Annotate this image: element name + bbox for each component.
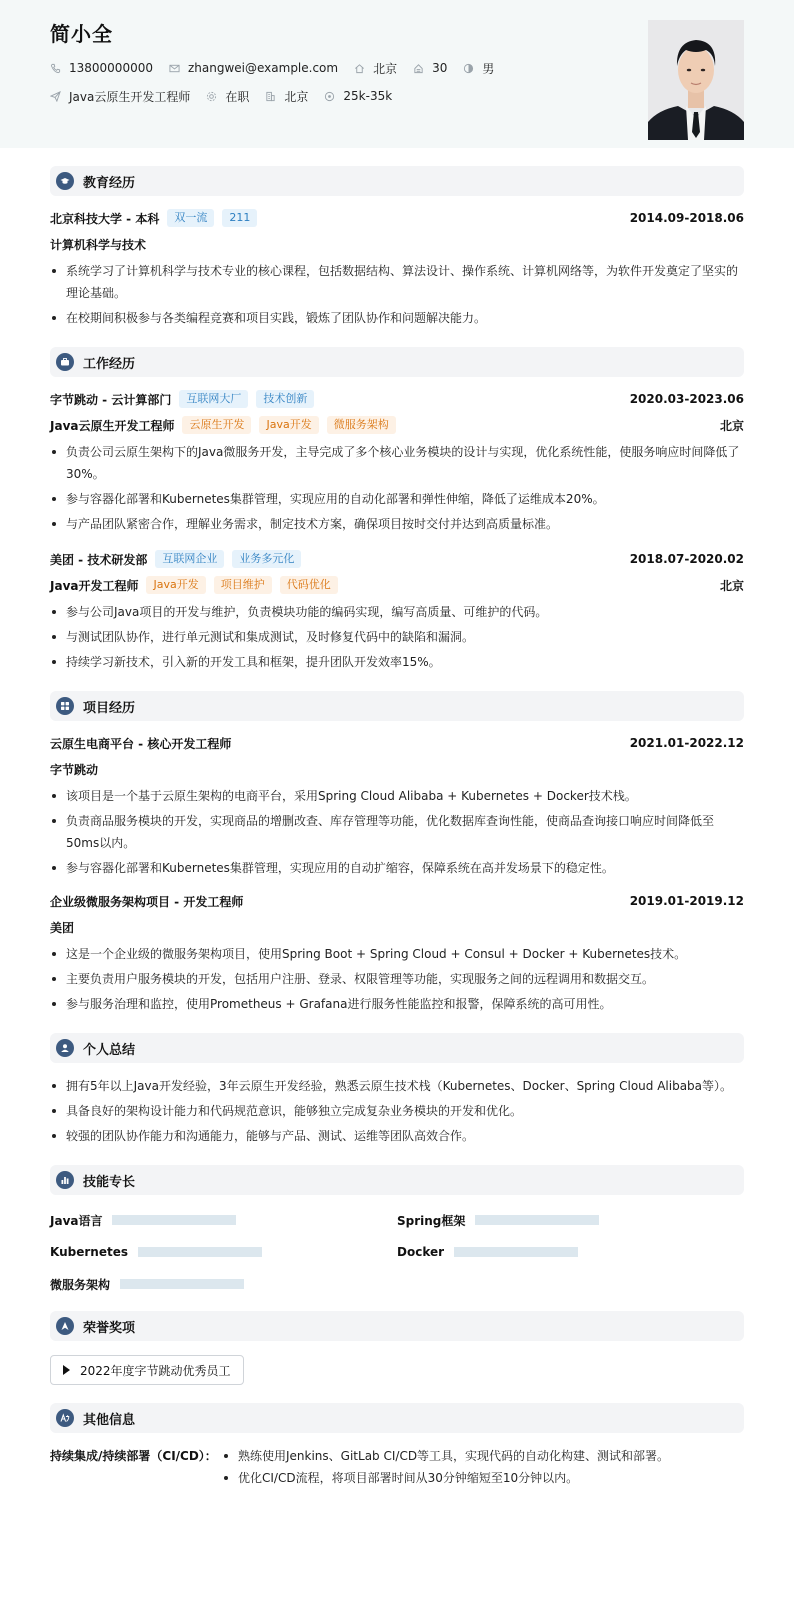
project-date: 2021.01-2022.12 — [629, 736, 744, 750]
section-title: 技能专长 — [83, 1174, 136, 1190]
bar-chart-icon — [56, 1171, 74, 1189]
work-section — [50, 347, 744, 673]
school-tag: 211 — [222, 209, 257, 227]
role-tag: Java开发 — [146, 576, 205, 594]
email-text: zhangwei@example.com — [187, 61, 339, 75]
work-entry-row — [50, 549, 744, 569]
summary-section — [50, 1033, 744, 1147]
status-info — [206, 88, 249, 105]
company-tag: 互联网企业 — [155, 550, 224, 568]
project-bullets — [50, 785, 744, 879]
gender-info — [463, 60, 494, 77]
project-name: 云原生电商平台 - 核心开发工程师 — [50, 736, 232, 751]
phone-text: 13800000000 — [69, 61, 153, 75]
compass-icon — [56, 1317, 74, 1335]
work-bullets — [50, 601, 744, 673]
skill-bar — [120, 1279, 244, 1289]
building-icon — [265, 91, 276, 102]
phone-info — [50, 61, 153, 75]
major-row — [50, 234, 744, 254]
role-row — [50, 415, 744, 435]
role-tag: 项目维护 — [214, 576, 272, 594]
work-bullets — [50, 441, 744, 535]
project-date: 2019.01-2019.12 — [629, 894, 744, 908]
awards-section — [50, 1311, 744, 1385]
job-title-text: Java云原生开发工程师 — [69, 89, 191, 104]
job-row — [50, 88, 744, 104]
project-bullets — [50, 943, 744, 1015]
salary-info — [324, 89, 392, 103]
contact-row — [50, 60, 744, 76]
skill-bar — [454, 1247, 578, 1257]
project-company-row — [50, 917, 744, 937]
other-bullets — [222, 1445, 669, 1489]
phone-icon — [50, 63, 61, 74]
list-item: 较强的团队协作能力和沟通能力，能够与产品、测试、运维等团队高效合作。 — [50, 1125, 744, 1147]
list-item: 系统学习了计算机科学与技术专业的核心课程，包括数据结构、算法设计、操作系统、计算机网络等，为软件开发奠定了坚实的理论基础。 — [50, 260, 744, 304]
other-entry — [50, 1445, 744, 1489]
salary-text: 25k-35k — [343, 89, 393, 103]
skills-section — [50, 1165, 744, 1293]
role-name: Java云原生开发工程师 — [50, 418, 175, 433]
project-entry-row — [50, 733, 744, 753]
city-text: 北京 — [284, 89, 309, 104]
role-tag: Java开发 — [259, 416, 318, 434]
profile-photo — [648, 20, 744, 140]
projects-section — [50, 691, 744, 1015]
list-item: 该项目是一个基于云原生架构的电商平台，采用Spring Cloud Alibaba + Kubernetes + Docker技术栈。 — [50, 785, 744, 807]
skill-item — [50, 1243, 397, 1261]
section-title: 其他信息 — [83, 1412, 136, 1428]
list-item: 在校期间积极参与各类编程竞赛和项目实践，锻炼了团队协作和问题解决能力。 — [50, 307, 744, 329]
list-item: 拥有5年以上Java开发经验，3年云原生开发经验，熟悉云原生技术栈（Kubernetes、Docker、Spring Cloud Alibaba等）。 — [50, 1075, 744, 1097]
skill-item — [397, 1243, 744, 1261]
play-icon — [63, 1365, 70, 1375]
skill-item — [50, 1211, 397, 1229]
project-company: 美团 — [50, 920, 75, 935]
age-text: 30 — [432, 61, 448, 75]
education-header — [50, 166, 744, 196]
status-text: 在职 — [225, 89, 250, 104]
gear-icon — [206, 91, 217, 102]
skill-item — [397, 1211, 744, 1229]
section-title: 个人总结 — [83, 1042, 136, 1058]
home-icon — [354, 63, 365, 74]
list-item: 优化CI/CD流程，将项目部署时间从30分钟缩短至10分钟以内。 — [222, 1467, 669, 1489]
project-name: 企业级微服务架构项目 - 开发工程师 — [50, 894, 244, 909]
candidate-name: 简小全 — [50, 22, 113, 46]
role-tag: 微服务架构 — [327, 416, 396, 434]
school-name: 北京科技大学 - 本科 — [50, 211, 160, 226]
project-entry-row — [50, 891, 744, 911]
skill-bar — [138, 1247, 262, 1257]
skill-name: Docker — [397, 1245, 445, 1259]
list-item: 主要负责用户服务模块的开发，包括用户注册、登录、权限管理等功能，实现服务之间的远程调用和数据交互。 — [50, 968, 744, 990]
briefcase-icon — [56, 353, 74, 371]
award-text: 2022年度字节跳动优秀员工 — [80, 1363, 231, 1378]
section-title: 教育经历 — [83, 175, 136, 191]
coin-icon — [324, 91, 335, 102]
graduation-cap-icon — [56, 172, 74, 190]
other-header — [50, 1403, 744, 1433]
skill-bar — [475, 1215, 599, 1225]
skills-grid — [50, 1211, 744, 1293]
work-header — [50, 347, 744, 377]
send-icon — [50, 91, 61, 102]
education-section — [50, 166, 744, 329]
list-item: 具备良好的架构设计能力和代码规范意识，能够独立完成复杂业务模块的开发和优化。 — [50, 1100, 744, 1122]
list-item: 负责公司云原生架构下的Java微服务开发，主导完成了多个核心业务模块的设计与实现，优化系统性能，使服务响应时间降低了30%。 — [50, 441, 744, 485]
skill-item — [50, 1275, 397, 1293]
major-name: 计算机科学与技术 — [50, 237, 147, 252]
work-date: 2018.07-2020.02 — [629, 552, 744, 566]
section-title: 荣誉奖项 — [83, 1320, 136, 1336]
other-section — [50, 1403, 744, 1489]
age-info — [413, 61, 447, 75]
company-tag: 业务多元化 — [232, 550, 301, 568]
translate-icon — [56, 1409, 74, 1427]
location-info — [354, 60, 397, 77]
award-item[interactable] — [50, 1355, 244, 1385]
education-bullets — [50, 260, 744, 329]
gender-text: 男 — [482, 61, 495, 76]
section-title: 工作经历 — [83, 356, 136, 372]
location-text: 北京 — [373, 61, 398, 76]
summary-header — [50, 1033, 744, 1063]
role-tag: 代码优化 — [280, 576, 338, 594]
education-entry-row — [50, 208, 744, 228]
list-item: 参与容器化部署和Kubernetes集群管理，实现应用的自动化部署和弹性伸缩，降低了运维成本20%。 — [50, 488, 744, 510]
list-item: 熟练使用Jenkins、GitLab CI/CD等工具，实现代码的自动化构建、测试和部署。 — [222, 1445, 669, 1467]
skills-header — [50, 1165, 744, 1195]
gender-icon — [463, 63, 474, 74]
resume-header — [0, 0, 794, 148]
company-tag: 互联网大厂 — [179, 390, 248, 408]
user-icon — [56, 1039, 74, 1057]
role-row — [50, 575, 744, 595]
job-title-info — [50, 88, 190, 105]
skill-name: 微服务架构 — [50, 1277, 111, 1292]
education-date: 2014.09-2018.06 — [629, 211, 744, 225]
role-tag: 云原生开发 — [182, 416, 251, 434]
work-date: 2020.03-2023.06 — [629, 392, 744, 406]
list-item: 参与容器化部署和Kubernetes集群管理，实现应用的自动扩缩容，保障系统在高并发场景下的稳定性。 — [50, 857, 744, 879]
skill-name: Java语言 — [50, 1213, 103, 1228]
work-entry-row — [50, 389, 744, 409]
company-tag: 技术创新 — [256, 390, 314, 408]
city-info — [265, 88, 308, 105]
mail-icon — [169, 63, 180, 74]
company-name: 美团 - 技术研发部 — [50, 552, 148, 567]
skill-name: Kubernetes — [50, 1245, 128, 1259]
email-info — [169, 61, 338, 75]
list-item: 负责商品服务模块的开发，实现商品的增删改查、库存管理等功能，优化数据库查询性能，使商品查询接口响应时间降低至50ms以内。 — [50, 810, 744, 854]
company-name: 字节跳动 - 云计算部门 — [50, 392, 172, 407]
awards-header — [50, 1311, 744, 1341]
other-label: 持续集成/持续部署（CI/CD）： — [50, 1449, 217, 1463]
projects-header — [50, 691, 744, 721]
work-city: 北京 — [719, 418, 744, 433]
list-item: 持续学习新技术，引入新的开发工具和框架，提升团队开发效率15%。 — [50, 651, 744, 673]
work-city: 北京 — [719, 578, 744, 593]
summary-bullets — [50, 1075, 744, 1147]
role-name: Java开发工程师 — [50, 578, 139, 593]
list-item: 参与服务治理和监控，使用Prometheus + Grafana进行服务性能监控和报警，保障系统的高可用性。 — [50, 993, 744, 1015]
list-item: 与产品团队紧密合作，理解业务需求，制定技术方案，确保项目按时交付并达到高质量标准。 — [50, 513, 744, 535]
section-title: 项目经历 — [83, 700, 136, 716]
project-company: 字节跳动 — [50, 762, 99, 777]
skill-bar — [112, 1215, 236, 1225]
list-item: 这是一个企业级的微服务架构项目，使用Spring Boot + Spring Cloud + Consul + Docker + Kubernetes技术。 — [50, 943, 744, 965]
project-company-row — [50, 759, 744, 779]
list-item: 参与公司Java项目的开发与维护，负责模块功能的编码实现，编写高质量、可维护的代码。 — [50, 601, 744, 623]
school-tag: 双一流 — [167, 209, 214, 227]
calendar-icon — [413, 63, 424, 74]
list-item: 与测试团队协作，进行单元测试和集成测试，及时修复代码中的缺陷和漏洞。 — [50, 626, 744, 648]
grid-icon — [56, 697, 74, 715]
skill-name: Spring框架 — [397, 1213, 466, 1228]
